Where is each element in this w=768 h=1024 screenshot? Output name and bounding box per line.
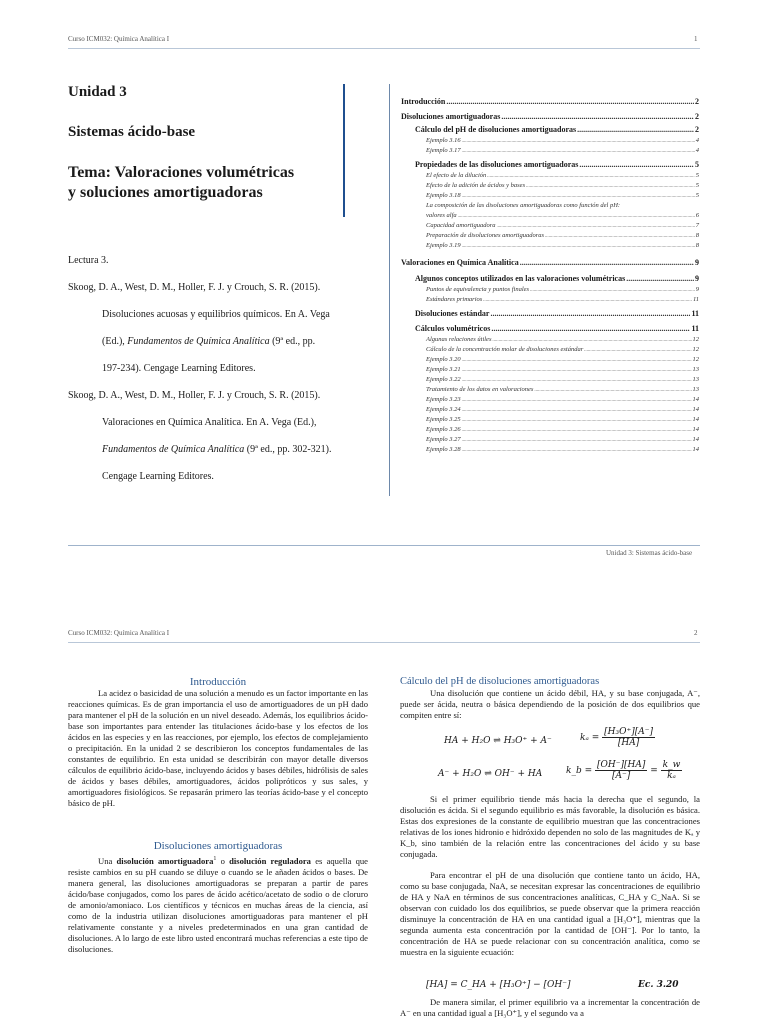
toc-entry[interactable] — [401, 274, 699, 286]
reference-2-line-1: Skoog, D. A., West, D. M., Holler, F. J. y Crouch, S. R. (2015). — [68, 390, 321, 401]
toc-entry[interactable] — [401, 336, 699, 346]
equation-1-constant: kₐ = $\frac{\text{[H₃O⁺][A⁻]}}{[HA]}$ — [580, 727, 654, 748]
page-gap — [0, 590, 768, 616]
toc-entry-label: Preparación de disoluciones amortiguadoras — [426, 232, 545, 239]
toc-entry-page: 2 — [695, 97, 699, 106]
toc-leader-dots — [487, 172, 694, 179]
toc-entry-label: Algunas relaciones útiles — [426, 336, 492, 343]
page-number: 1 — [694, 35, 698, 43]
toc-entry-label: Ejemplo 3.19 — [426, 242, 461, 249]
toc-leader-dots — [462, 396, 692, 403]
toc-leader-dots — [462, 406, 692, 413]
toc-entry-label: Cálculo del pH de disoluciones amortiguadoras — [415, 125, 577, 134]
reference-2-line-3: Fundamentos de Química Analítica (9ª ed., pp. 302-321). — [102, 444, 332, 455]
reading-label: Lectura 3. — [68, 255, 109, 266]
page-footer: Unidad 3: Sistemas ácido-base — [606, 549, 693, 557]
toc-leader-dots — [491, 324, 690, 333]
toc-leader-dots — [579, 160, 694, 169]
toc-entry-label: El efecto de la dilución — [426, 172, 487, 179]
toc-entry[interactable] — [401, 416, 699, 426]
toc-entry[interactable] — [401, 97, 699, 110]
toc-entry[interactable] — [401, 324, 699, 336]
toc-entry-label: Ejemplo 3.20 — [426, 356, 461, 363]
toc-entry-label: Ejemplo 3.26 — [426, 426, 461, 433]
unit-subtitle: Sistemas ácido-base — [68, 124, 196, 140]
toc-entry-page: 8 — [695, 232, 699, 239]
toc-leader-dots — [534, 386, 691, 393]
toc-leader-dots — [501, 112, 694, 121]
toc-entry-label: Algunos conceptos utilizados en las valoraciones volumétricas — [415, 274, 626, 283]
toc-entry-page: 14 — [692, 446, 699, 453]
toc-leader-dots — [462, 356, 692, 363]
equation-3: [HA] = C_HA + [H₃O⁺] − [OH⁻] — [426, 980, 571, 990]
calc-paragraph-3: Para encontrar el pH de una disolución que contiene tanto un ácido, HA, como su base conjugada, NaA, se necesitan expresar las concentraciones de equilibrio de HA y NaA en términos de sus concentraciones analíticas, C_HA y C_NaA. Si se observan con cuidado los dos equilibrios, se puede observar que la primera reacción disminuye la concentración de HA en una cantidad igual a [H₃O⁺], mientras que la segunda aumenta esta concentración por la cantidad de [OH⁻]. Por lo tanto, la concentración de HA se puede relacionar con su concentración analítica, como se muestra en la siguiente ecuación: — [400, 870, 700, 957]
toc-leader-dots — [492, 336, 691, 343]
toc-entry[interactable] — [401, 356, 699, 366]
toc-leader-dots — [626, 274, 694, 283]
toc-entry-page: 12 — [692, 346, 699, 353]
toc-entry-label: Ejemplo 3.24 — [426, 406, 461, 413]
toc-entry-page: 11 — [691, 324, 699, 333]
toc-entry[interactable] — [401, 160, 699, 172]
toc-entry-label: Ejemplo 3.23 — [426, 396, 461, 403]
reference-1-line-2: Disoluciones acuosas y equilibrios químicos. En A. Vega — [102, 309, 330, 320]
toc-leader-dots — [490, 309, 690, 318]
toc-leader-dots — [462, 436, 692, 443]
toc-entry-label: Ejemplo 3.27 — [426, 436, 461, 443]
topic-title: Tema: Valoraciones volumétricas y soluciones amortiguadoras — [68, 164, 295, 201]
toc-entry-page: 14 — [692, 426, 699, 433]
header-rule — [68, 48, 700, 49]
toc-entry-label: Tratamiento de los datos en valoraciones — [426, 386, 534, 393]
toc-entry-page: 5 — [695, 182, 699, 189]
toc-entry[interactable] — [401, 366, 699, 376]
toc-leader-dots — [520, 258, 694, 267]
toc-entry-label: Efecto de la adición de ácidos y bases — [426, 182, 526, 189]
toc-entry-page: 12 — [692, 356, 699, 363]
toc-entry-page: 9 — [695, 286, 699, 293]
toc-entry-page: 4 — [695, 137, 699, 144]
toc-entry-page: 13 — [692, 386, 699, 393]
toc-entry-page: 12 — [692, 336, 699, 343]
toc-entry-label: Capacidad amortiguadora — [426, 222, 496, 229]
toc-entry-label: Propiedades de las disoluciones amortiguadoras — [415, 160, 579, 169]
toc-leader-dots — [458, 212, 695, 219]
toc-entry-page: 11 — [692, 296, 699, 303]
toc-entry[interactable] — [401, 137, 699, 147]
toc-entry[interactable] — [401, 286, 699, 296]
toc-leader-dots — [545, 232, 695, 239]
toc-entry-page: 5 — [695, 160, 699, 169]
toc-leader-dots — [462, 147, 695, 154]
toc-entry-page: 14 — [692, 406, 699, 413]
page-header-left: Curso ICM032: Química Analítica I — [68, 629, 170, 637]
toc-leader-dots — [530, 286, 695, 293]
toc-divider — [389, 84, 390, 496]
toc-entry[interactable] — [401, 376, 699, 386]
toc-entry-label: Ejemplo 3.21 — [426, 366, 461, 373]
toc-entry[interactable] — [401, 242, 699, 252]
buffer-paragraph: Una disolución amortiguadora$^1$ o disolución reguladora es aquella que resiste cambios en su pH cuando se diluye o cuando se le añaden ácidos o bases. De manera general, las disoluciones amortiguadoras se preparan a partir de pares ácido/base conjugados, como los pares de ácido acético/acetato de sodio o de cloruro de amonio/amoniaco. Los científicos y técnicos en muchas áreas de la ciencia, así como de la industria utilizan disoluciones amortiguadoras para mantener el pH relativamente constante y a niveles predeterminados en una gran cantidad de disoluciones. A lo largo de este libro usted encontrará muchas referencias a este tipo de disoluciones. — [68, 855, 368, 954]
toc-leader-dots — [462, 376, 692, 383]
toc-leader-dots — [462, 192, 695, 199]
intro-paragraph: La acidez o basicidad de una solución a menudo es un factor importante en las reacciones químicas. Es de gran importancia el uso de amortiguadores de un pH dado para mantener el pH de la solución en un nivel deseado. Además, los equilibrios ácido-base son importantes para entender las titulaciones ácido-base y los efectos de los ácidos en las especies y en las reacciones, por ejemplo, los efectos de complejamiento o precipitación. En la unidad 2 se describieron los conceptos fundamentales de las constantes de equilibrio. En esta unidad se describirán con mayor detalle diversos cálculos de equilibrio ácido-base, incluyendo ácidos y bases débiles, hidrólisis de sales de ácidos y bases débiles, amortiguadores, ácidos polipróticos y sus sales, y amortiguadores fisiológicos. Se repasarán primero las teorías ácido-base y el concepto básico de pH. — [68, 688, 368, 808]
toc-entry-label: Disoluciones estándar — [415, 309, 490, 318]
toc-entry-label: Ejemplo 3.16 — [426, 137, 461, 144]
toc-entry-page: 13 — [692, 376, 699, 383]
toc-entry[interactable] — [401, 406, 699, 416]
toc-entry-label: Ejemplo 3.25 — [426, 416, 461, 423]
unit-title: Unidad 3 — [68, 84, 127, 100]
toc-entry-page: 4 — [695, 147, 699, 154]
toc-entry[interactable] — [401, 232, 699, 242]
toc-entry[interactable] — [401, 172, 699, 182]
equation-3-label: Ec. 3.20 — [638, 980, 679, 990]
toc-leader-dots — [584, 346, 691, 353]
equation-2: A⁻ + H₂O ⇌ OH⁻ + HA — [438, 769, 543, 779]
toc-leader-dots — [462, 137, 695, 144]
reference-1-line-3: (Ed.), Fundamentos de Química Analítica (9ª ed., pp. — [102, 336, 316, 347]
page-number: 2 — [694, 629, 698, 637]
toc-entry[interactable] — [401, 296, 699, 306]
toc-entry[interactable] — [401, 212, 699, 222]
toc-leader-dots — [446, 97, 694, 106]
toc-entry[interactable] — [401, 125, 699, 137]
section-title-disoluciones: Disoluciones amortiguadoras — [153, 840, 283, 852]
toc-entry[interactable] — [401, 396, 699, 406]
toc-entry[interactable] — [401, 147, 699, 157]
toc-leader-dots — [577, 125, 694, 134]
toc-entry-page: 14 — [692, 396, 699, 403]
header-rule — [68, 642, 700, 643]
toc-entry-page: 5 — [695, 172, 699, 179]
toc-entry-label: Ejemplo 3.22 — [426, 376, 461, 383]
toc-entry-label: valores alfa — [426, 212, 457, 219]
reference-2-line-2: Valoraciones en Química Analítica. En A. Vega (Ed.), — [102, 417, 317, 428]
footer-rule — [68, 545, 700, 546]
toc-entry[interactable] — [401, 446, 699, 456]
calc-paragraph-4: De manera similar, el primer equilibrio va a incrementar la concentración de A⁻ en una cantidad igual a [H₃O⁺], y el segundo va a — [400, 997, 700, 1018]
references — [68, 247, 350, 490]
toc-entry-label: Introducción — [401, 97, 446, 106]
toc-entry-page: 9 — [695, 274, 699, 283]
equation-2-constant: k_b = $\frac{[OH^-][HA]}{[A^-]}$ = $\frac{k\_w}{\text{kₐ}}$ — [566, 760, 681, 781]
title-divider — [343, 84, 345, 217]
toc-entry[interactable] — [401, 309, 699, 321]
toc-leader-dots — [462, 242, 695, 249]
toc-entry[interactable] — [401, 346, 699, 356]
section-title-introduccion: Introducción — [189, 676, 247, 688]
toc-entry-page: 14 — [692, 416, 699, 423]
toc-entry-label: Ejemplo 3.17 — [426, 147, 461, 154]
toc-entry-label: Disoluciones amortiguadoras — [401, 112, 501, 121]
toc-leader-dots — [483, 296, 692, 303]
toc-entry-label: Cálculo de la concentración molar de disoluciones estándar — [426, 346, 584, 353]
toc-entry[interactable] — [401, 192, 699, 202]
toc-leader-dots — [526, 182, 695, 189]
toc-entry-label: Puntos de equivalencia y puntos finales — [426, 286, 530, 293]
toc-entry[interactable] — [401, 222, 699, 232]
page-header-left: Curso ICM032: Química Analítica I — [68, 35, 170, 43]
toc-entry[interactable] — [401, 258, 699, 271]
calc-paragraph-2: Si el primer equilibrio tiende más hacia la derecha que el segundo, la disolución es ácida. Si el segundo equilibrio es más favorable, la disolución es básica. Estas dos expresiones de la constante de equilibrio muestran que las concentraciones relativas de los iones hidronio e hidróxido dependen no solo de las magnitudes de Kₐ y K_b, sino también de la relación entre las concentraciones del ácido y su base conjugada. — [400, 794, 700, 859]
toc-entry[interactable] — [401, 436, 699, 446]
calc-paragraph-1: Una disolución que contiene un ácido débil, HA, y su base conjugada, A⁻, puede ser ácida, neutra o básica dependiendo de la posición de dos equilibrios que compiten entre sí: — [400, 688, 700, 720]
toc-entry-label: Ejemplo 3.18 — [426, 192, 461, 199]
table-of-contents — [401, 97, 699, 456]
section-title-calculo: Cálculo del pH de disoluciones amortiguadoras — [400, 676, 600, 687]
toc-entry-page: 7 — [695, 222, 699, 229]
toc-entry-label: La composición de las disoluciones amortiguadoras como función del pH: — [426, 202, 621, 209]
toc-leader-dots — [462, 446, 692, 453]
toc-leader-dots — [497, 222, 695, 229]
toc-entry-page: 11 — [691, 309, 699, 318]
toc-leader-dots — [462, 426, 692, 433]
toc-entry[interactable] — [401, 202, 699, 212]
toc-entry[interactable] — [401, 112, 699, 125]
toc-entry-page: 14 — [692, 436, 699, 443]
toc-entry-page: 13 — [692, 366, 699, 373]
reference-1-line-1: Skoog, D. A., West, D. M., Holler, F. J. y Crouch, S. R. (2015). — [68, 282, 321, 293]
toc-entry-label: Valoraciones en Química Analítica — [401, 258, 519, 267]
toc-entry-page: 6 — [695, 212, 699, 219]
toc-entry-page: 2 — [695, 125, 699, 134]
toc-entry-label: Cálculos volumétricos — [415, 324, 491, 333]
toc-entry[interactable] — [401, 182, 699, 192]
toc-entry-label: Ejemplo 3.28 — [426, 446, 461, 453]
toc-entry-label: Estándares primarios — [426, 296, 483, 303]
reference-2-line-4: Cengage Learning Editores. — [102, 471, 214, 482]
reference-1-line-4: 197-234). Cengage Learning Editores. — [102, 363, 256, 374]
toc-entry-page: 2 — [695, 112, 699, 121]
toc-leader-dots — [462, 416, 692, 423]
equation-1: HA + H₂O ⇌ H₃O⁺ + A⁻ — [444, 736, 552, 746]
toc-entry-page: 8 — [695, 242, 699, 249]
toc-entry-page: 9 — [695, 258, 699, 267]
toc-leader-dots — [462, 366, 692, 373]
toc-entry[interactable] — [401, 426, 699, 436]
toc-entry[interactable] — [401, 386, 699, 396]
toc-entry-page: 5 — [695, 192, 699, 199]
